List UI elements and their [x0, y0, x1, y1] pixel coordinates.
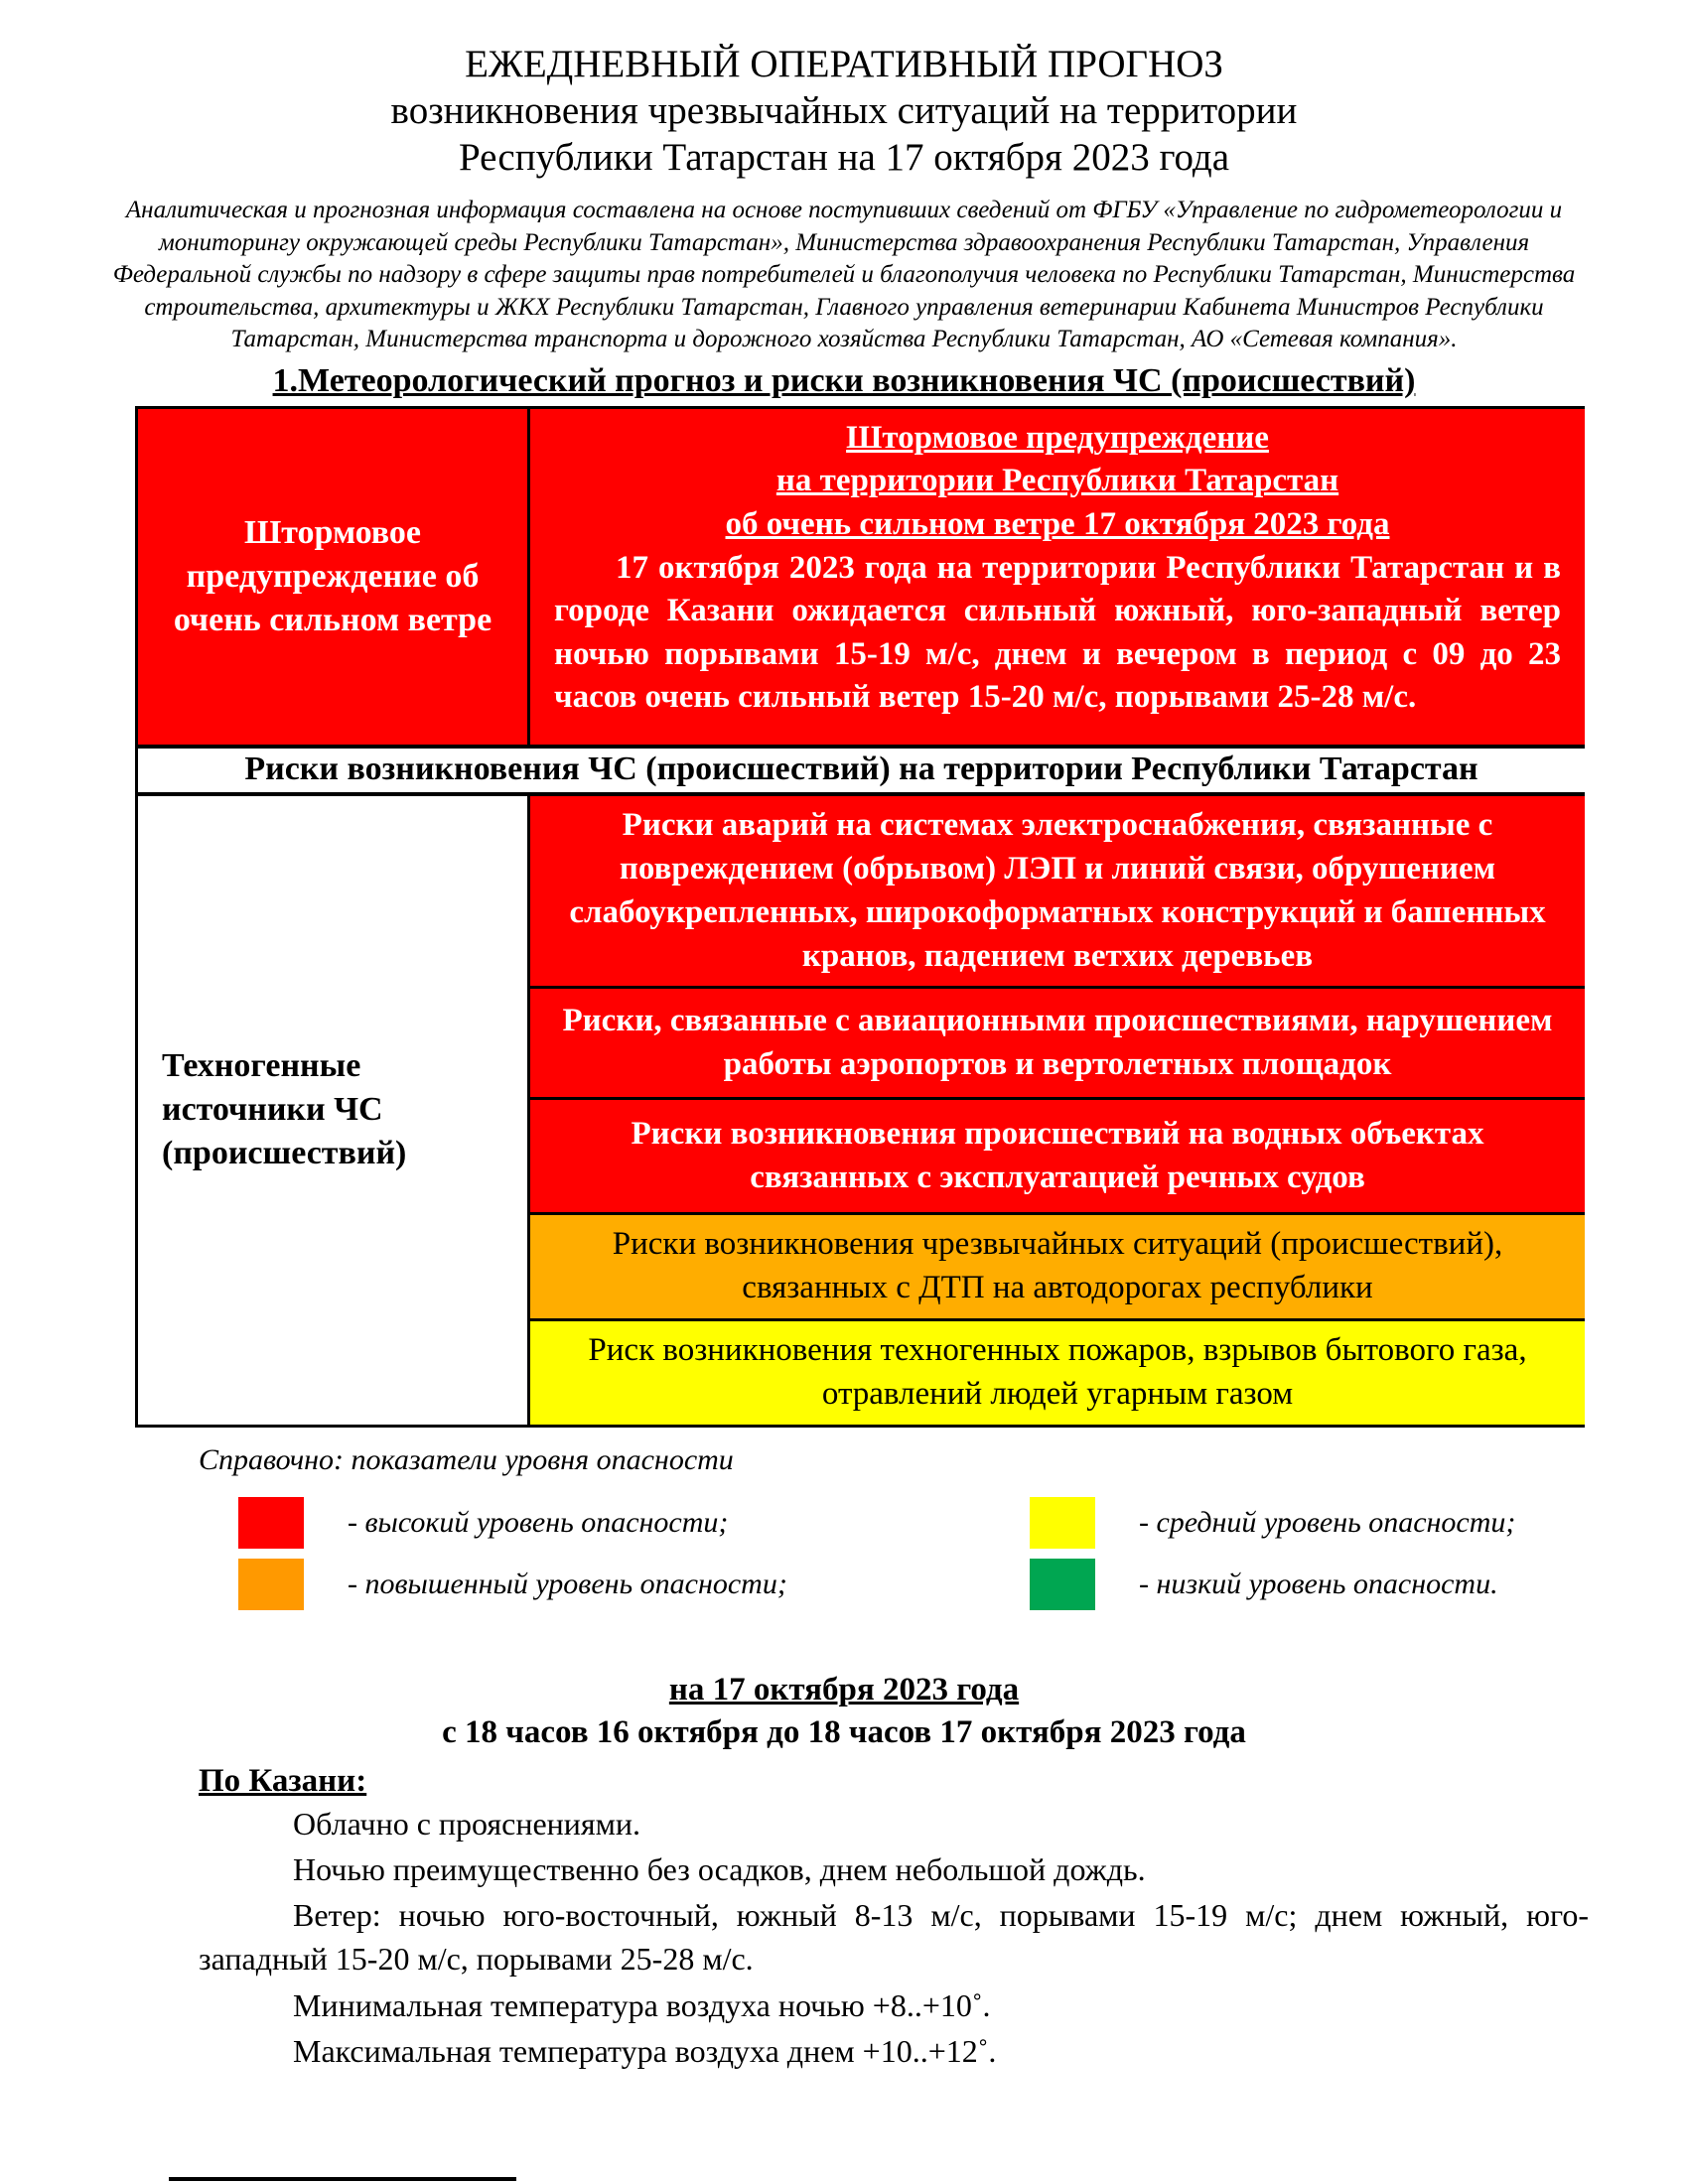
legend-item-high [238, 1497, 1030, 1549]
page-title-line-3: Республики Татарстан на 17 октября 2023 года [458, 135, 1230, 179]
forecast-date-heading [0, 1672, 1688, 1708]
legend-item-low [1030, 1559, 1625, 1610]
forecast-city-heading [199, 1763, 1688, 1800]
risk-table [135, 406, 1585, 1428]
legend-label-elevated: - повышенный уровень опасности; [348, 1567, 787, 1600]
page-title-line-1: ЕЖЕДНЕВНЫЙ ОПЕРАТИВНЫЙ ПРОГНОЗ [465, 43, 1223, 85]
bottom-page-rule [169, 2177, 516, 2181]
legend-caption: Справочно: показатели уровня опасности [199, 1442, 734, 1476]
forecast-line-wind: Ветер: ночью юго-восточный, южный 8-13 м/с, порывами 15-19 м/с; днем южный, юго-западный 15-20 м/с, порывами 25-28 м/с. [199, 1897, 1589, 1978]
storm-warning-label-cell: Штормовое предупреждение об очень сильном ветре [138, 409, 530, 745]
page-title [0, 0, 1688, 181]
forecast-line-max-temp: Максимальная температура воздуха днем +10..+12˚. [293, 2032, 997, 2069]
legend-swatch-medium [1030, 1497, 1095, 1549]
page-title-line-2: возникновения чрезвычайных ситуаций на территории [390, 88, 1298, 132]
storm-title-line-2: на территории Республики Татарстан [775, 463, 1339, 499]
forecast-date-heading-text: на 17 октября 2023 года [668, 1671, 1020, 1707]
danger-level-legend [238, 1497, 1688, 1610]
storm-body-text: 17 октября 2023 года на территории Республики Татарстан и в городе Казани ожидается сильный южный, юго-западный ветер ночью порывами 15-19 м/с, днем и вечером в период с 09 до 23 часов очень сильный ветер 15-20 м/с, порывами 25-28 м/с. [554, 549, 1561, 716]
storm-warning-body-cell [530, 409, 1585, 745]
section-heading [0, 362, 1688, 400]
legend-label-low: - низкий уровень опасности. [1139, 1567, 1498, 1600]
section-heading-text: 1.Метеорологический прогноз и риски возникновения ЧС (происшествий) [272, 361, 1416, 399]
forecast-city-heading-text: По Казани: [199, 1762, 367, 1799]
forecast-period-heading: с 18 часов 16 октября до 18 часов 17 октября 2023 года [442, 1713, 1246, 1750]
risk-cell-road-accidents: Риски возникновения чрезвычайных ситуаций (происшествий), связанных с ДТП на автодорогах республики [530, 1215, 1585, 1321]
storm-title-line-3: об очень сильном ветре 17 октября 2023 года [725, 505, 1390, 542]
risk-cell-aviation: Риски, связанные с авиационными происшествиями, нарушением работы аэропортов и вертолетных площадок [530, 989, 1585, 1100]
legend-item-medium [1030, 1497, 1625, 1549]
risk-cell-power-lines: Риски аварий на системах электроснабжения, связанные с повреждением (обрывом) ЛЭП и линий связи, обрушением слабоукрепленных, широкоформатных конструкций и башенных кранов, падением ветхих деревьев [530, 796, 1585, 990]
legend-swatch-low [1030, 1559, 1095, 1610]
forecast-line-precipitation: Ночью преимущественно без осадков, днем небольшой дождь. [293, 1851, 1146, 1888]
legend-label-high: - высокий уровень опасности; [348, 1505, 729, 1539]
risks-banner: Риски возникновения ЧС (происшествий) на территории Республики Татарстан [138, 745, 1585, 796]
risk-cells-stack [530, 796, 1585, 1425]
source-note: Аналитическая и прогнозная информация составлена на основе поступивших сведений от ФГБУ «Управление по гидрометеорологии и мониторингу окружающей среды Республики Татарстан», Министерства здравоохранения Республики Татарстан, Управления Федеральной службы по надзору в сфере защиты прав потребителей и благополучия человека по Республики Татарстан, Министерства строительства, архитектуры и ЖКХ Республики Татарстан, Главного управления ветеринарии Кабинета Министров Республики Татарстан, Министерства транспорта и дорожного хозяйства Республики Татарстан, АО «Сетевая компания». [112, 197, 1576, 353]
legend-swatch-high [238, 1497, 304, 1549]
forecast-line-clouds: Облачно с прояснениями. [293, 1805, 641, 1842]
risk-cell-water-objects: Риски возникновения происшествий на водных объектах связанных с эксплуатацией речных судов [530, 1100, 1585, 1215]
legend-item-elevated [238, 1559, 1030, 1610]
risk-cell-fires-gas: Риск возникновения техногенных пожаров, взрывов бытового газа, отравлений людей угарным газом [530, 1321, 1585, 1425]
storm-title-line-1: Штормовое предупреждение [846, 419, 1269, 456]
forecast-line-min-temp: Минимальная температура воздуха ночью +8..+10˚. [293, 1986, 991, 2023]
legend-label-medium: - средний уровень опасности; [1139, 1505, 1516, 1539]
legend-swatch-elevated [238, 1559, 304, 1610]
technogenic-sources-label-cell: Техногенные источники ЧС (происшествий) [138, 796, 530, 1425]
